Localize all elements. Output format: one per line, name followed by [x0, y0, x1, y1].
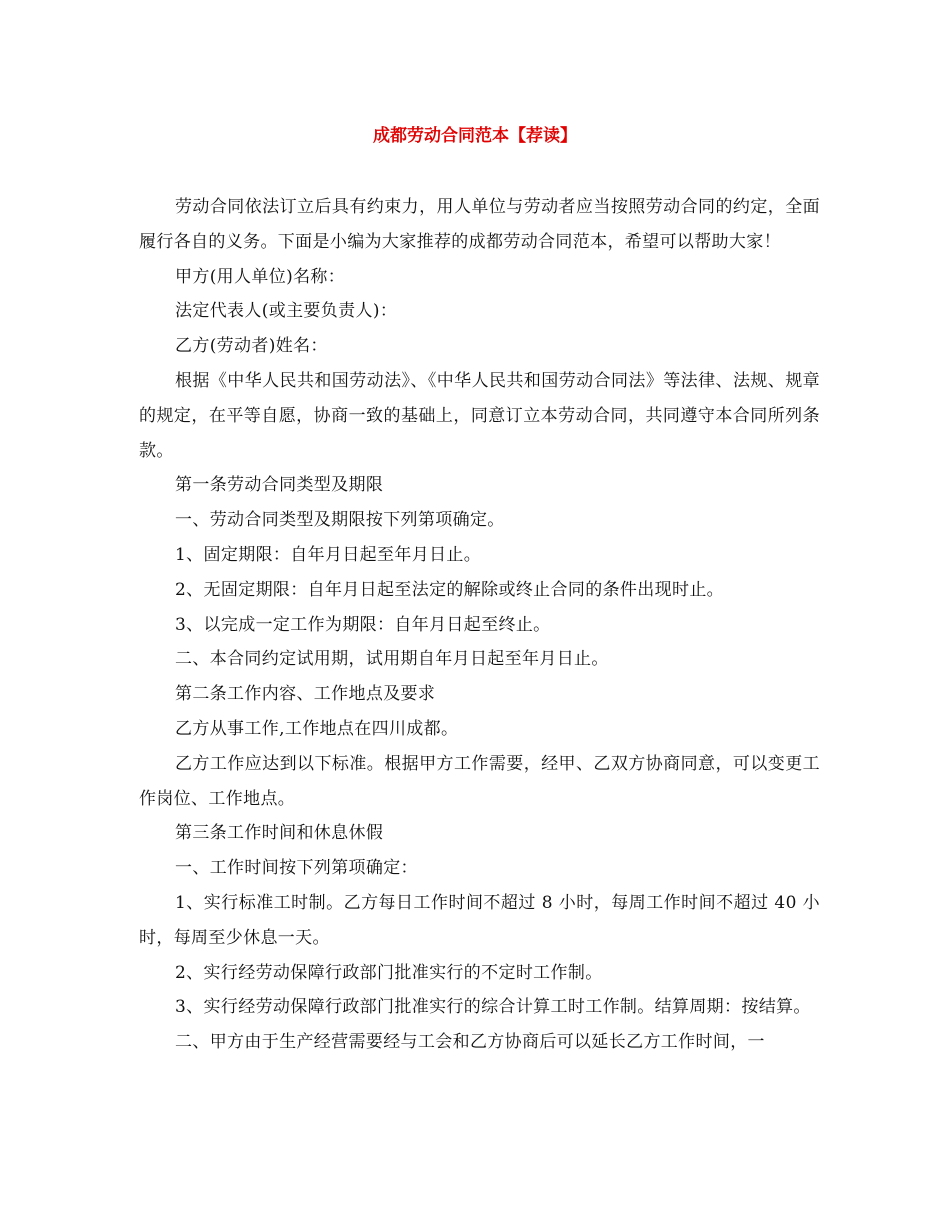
paragraph-party-b-name: 乙方(劳动者)姓名：: [175, 336, 328, 357]
paragraph-comprehensive-hours: 3、实行经劳动保障行政部门批准实行的综合计算工时工作制。结算周期：按结算。: [175, 997, 811, 1018]
document-body: [139, 190, 820, 1060]
paragraph-article-3-heading: 第三条工作时间和休息休假: [175, 823, 384, 844]
paragraph-party-a-name: 甲方(用人单位)名称：: [175, 266, 346, 287]
paragraph-article-1-heading: 第一条劳动合同类型及期限: [175, 475, 384, 496]
paragraph-overtime: 二、甲方由于生产经营需要经与工会和乙方协商后可以延长乙方工作时间，一: [175, 1032, 765, 1053]
paragraph-probation: 二、本合同约定试用期，试用期自年月日起至年月日止。: [175, 649, 609, 670]
paragraph-work-hours-intro: 一、工作时间按下列第项确定：: [175, 858, 418, 879]
paragraph-standard-hours: 1、实行标准工时制。乙方每日工作时间不超过 8 小时，每周工作时间不超过 40 小时，每周至少休息一天。: [139, 892, 820, 948]
paragraph-article-2-heading: 第二条工作内容、工作地点及要求: [175, 684, 436, 705]
paragraph-task-term: 3、以完成一定工作为期限：自年月日起至终止。: [175, 614, 551, 635]
paragraph-intro: 劳动合同依法订立后具有约束力，用人单位与劳动者应当按照劳动合同的约定，全面履行各自的义务。下面是小编为大家推荐的成都劳动合同范本，希望可以帮助大家！: [139, 197, 820, 252]
paragraph-article-1-item-1: 一、劳动合同类型及期限按下列第项确定。: [175, 510, 505, 531]
paragraph-open-term: 2、无固定期限：自年月日起至法定的解除或终止合同的条件出现时止。: [175, 579, 725, 600]
document-title: 成都劳动合同范本【荐读】: [373, 126, 577, 146]
paragraph-work-location: 乙方从事工作,工作地点在四川成都。: [175, 718, 459, 739]
paragraph-work-standard: 乙方工作应达到以下标准。根据甲方工作需要，经甲、乙双方协商同意，可以变更工作岗位、工作地点。: [139, 753, 820, 809]
paragraph-legal-representative: 法定代表人(或主要负责人)：: [175, 301, 398, 322]
paragraph-legal-basis: 根据《中华人民共和国劳动法》、《中华人民共和国劳动合同法》等法律、法规、规章的规定，在平等自愿，协商一致的基础上，同意订立本劳动合同，共同遵守本合同所列条款。: [139, 370, 820, 461]
paragraph-fixed-term: 1、固定期限：自年月日起至年月日止。: [175, 544, 482, 565]
paragraph-flexible-hours: 2、实行经劳动保障行政部门批准实行的不定时工作制。: [175, 962, 603, 983]
